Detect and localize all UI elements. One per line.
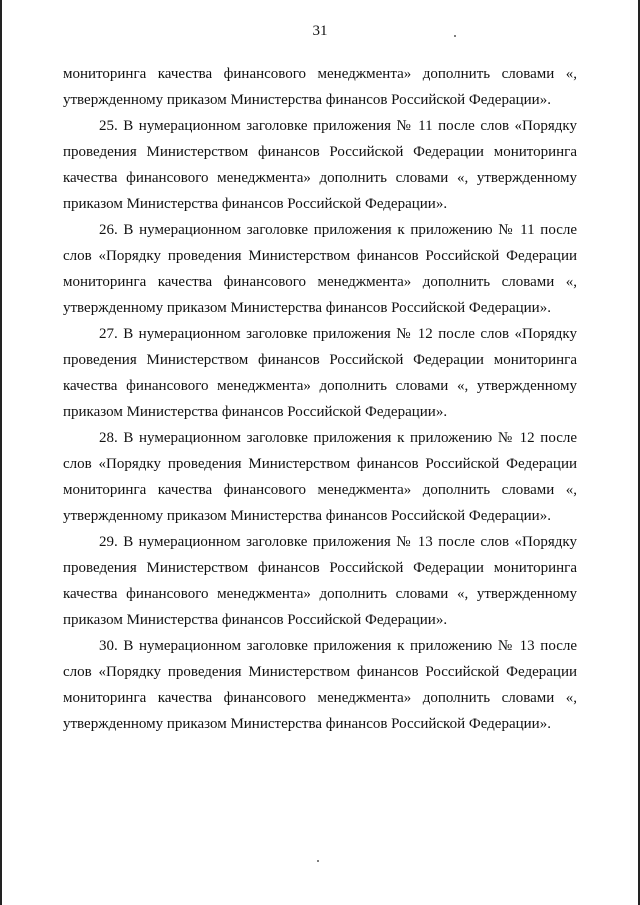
document-body — [63, 61, 577, 737]
page-number: 31 — [312, 23, 328, 39]
paragraph-item-27: 27. В нумерационном заголовке приложения № 12 после слов «Порядку проведения Министерством финансов Российской Федерации мониторинга качества финансового менеджмента» дополнить словами «, утвержденному приказом Министерства финансов Российской Федерации». — [63, 326, 577, 420]
paragraph-continuation: мониторинга качества финансового менеджмента» дополнить словами «, утвержденному приказом Министерства финансов Российской Федерации». — [63, 66, 577, 108]
paragraph-item-26: 26. В нумерационном заголовке приложения к приложению № 11 после слов «Порядку проведения Министерством финансов Российской Федерации мониторинга качества финансового менеджмента» дополнить словами «, утвержденному приказом Министерства финансов Российской Федерации». — [63, 222, 577, 316]
paragraph-item-28: 28. В нумерационном заголовке приложения к приложению № 12 после слов «Порядку проведения Министерством финансов Российской Федерации мониторинга качества финансового менеджмента» дополнить словами «, утвержденному приказом Министерства финансов Российской Федерации». — [63, 430, 577, 524]
paragraph-item-29: 29. В нумерационном заголовке приложения № 13 после слов «Порядку проведения Министерством финансов Российской Федерации мониторинга качества финансового менеджмента» дополнить словами «, утвержденному приказом Министерства финансов Российской Федерации». — [63, 534, 577, 628]
scan-edge-left — [0, 0, 2, 905]
paragraph-item-30: 30. В нумерационном заголовке приложения к приложению № 13 после слов «Порядку проведения Министерством финансов Российской Федерации мониторинга качества финансового менеджмента» дополнить словами «, утвержденному приказом Министерства финансов Российской Федерации». — [63, 638, 577, 732]
scan-speck — [317, 860, 319, 862]
paragraph-item-25: 25. В нумерационном заголовке приложения № 11 после слов «Порядку проведения Министерством финансов Российской Федерации мониторинга качества финансового менеджмента» дополнить словами «, утвержденному приказом Министерства финансов Российской Федерации». — [63, 118, 577, 212]
